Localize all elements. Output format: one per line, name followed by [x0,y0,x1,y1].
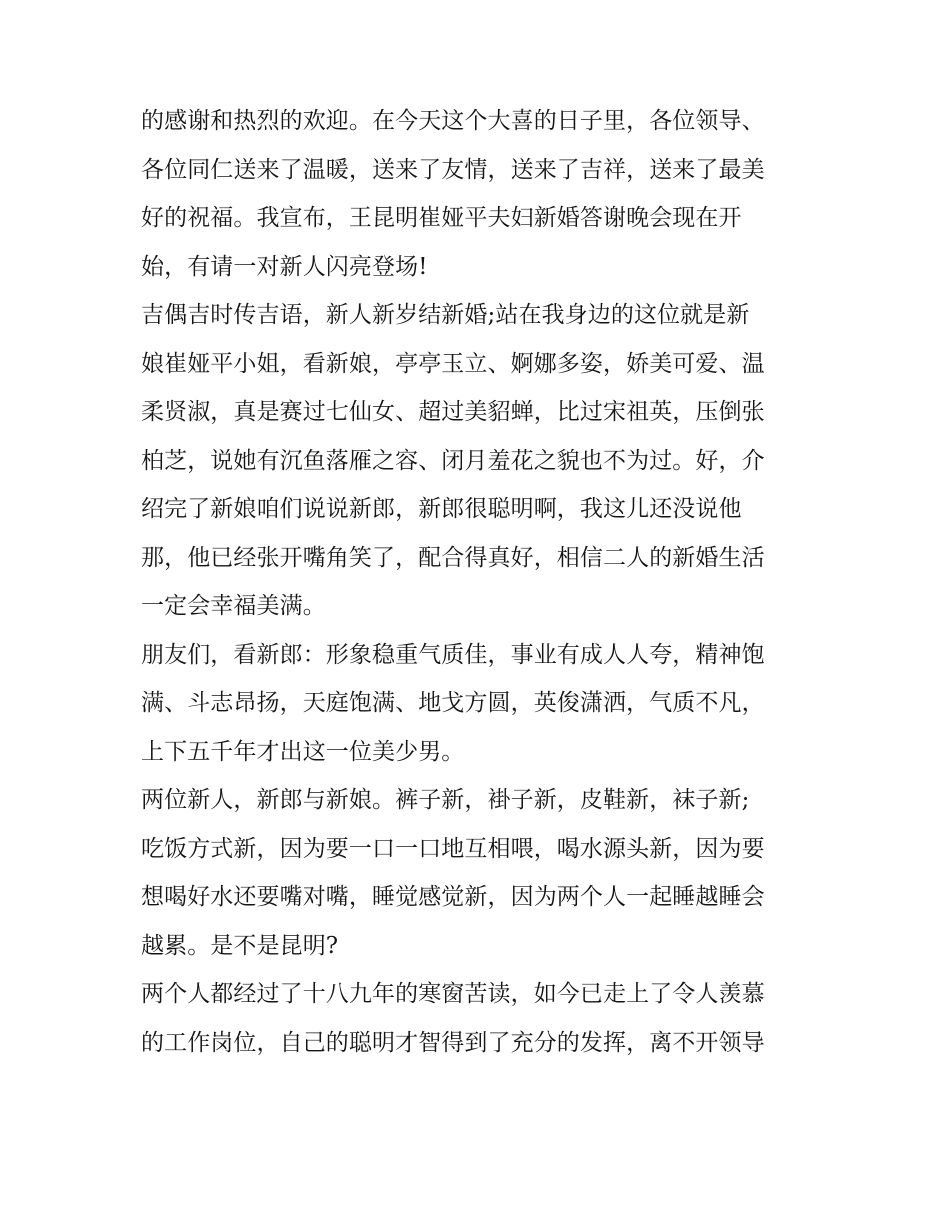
text-line: 上下五千年才出这一位美少男。 [141,738,465,765]
text-line: 吉偶吉时传吉语，新人新岁结新婚;站在我身边的这位就是新 [141,302,750,328]
text-line: 想喝好水还要嘴对嘴，睡觉感觉新，因为两个人一起睡越睡会 [141,884,765,910]
text-line: 柏芝，说她有沉鱼落雁之容、闭月羞花之貌也不为过。好，介 [141,447,765,474]
text-line: 越累。是不是昆明? [141,932,339,959]
document-page [141,97,821,1067]
text-line: 吃饭方式新，因为要一口一口地互相喂，喝水源头新，因为要 [141,835,765,862]
text-line: 绍完了新娘咱们说说新郎，新郎很聪明啊，我这儿还没说他 [141,496,742,522]
text-line: 始，有请一对新人闪亮登场! [141,253,428,280]
text-line: 满、斗志昂扬，天庭饱满、地戈方圆，英俊潇洒，气质不凡， [141,690,765,716]
text-line: 那，他已经张开嘴角笑了，配合得真好，相信二人的新婚生活 [141,544,765,571]
text-line: 两位新人，新郎与新娘。裤子新，褂子新，皮鞋新，袜子新; [141,787,750,813]
text-line: 一定会幸福美满。 [141,593,326,619]
text-line: 的感谢和热烈的欢迎。在今天这个大喜的日子里，各位领导、 [141,108,765,134]
text-line: 的工作岗位，自己的聪明才智得到了充分的发挥，离不开领导 [141,1029,765,1056]
text-line: 柔贤淑，真是赛过七仙女、超过美貂蝉，比过宋祖英，压倒张 [141,399,765,425]
text-line: 好的祝福。我宣布，王昆明崔娅平夫妇新婚答谢晚会现在开 [141,205,742,231]
text-line: 各位同仁送来了温暖，送来了友情，送来了吉祥，送来了最美 [141,156,765,183]
text-line: 朋友们，看新郎：形象稳重气质佳，事业有成人人夸，精神饱 [141,641,765,668]
text-line: 娘崔娅平小姐，看新娘，亭亭玉立、婀娜多姿，娇美可爱、温 [141,350,765,377]
text-line: 两个人都经过了十八九年的寒窗苦读，如今已走上了令人羡慕 [141,981,765,1007]
